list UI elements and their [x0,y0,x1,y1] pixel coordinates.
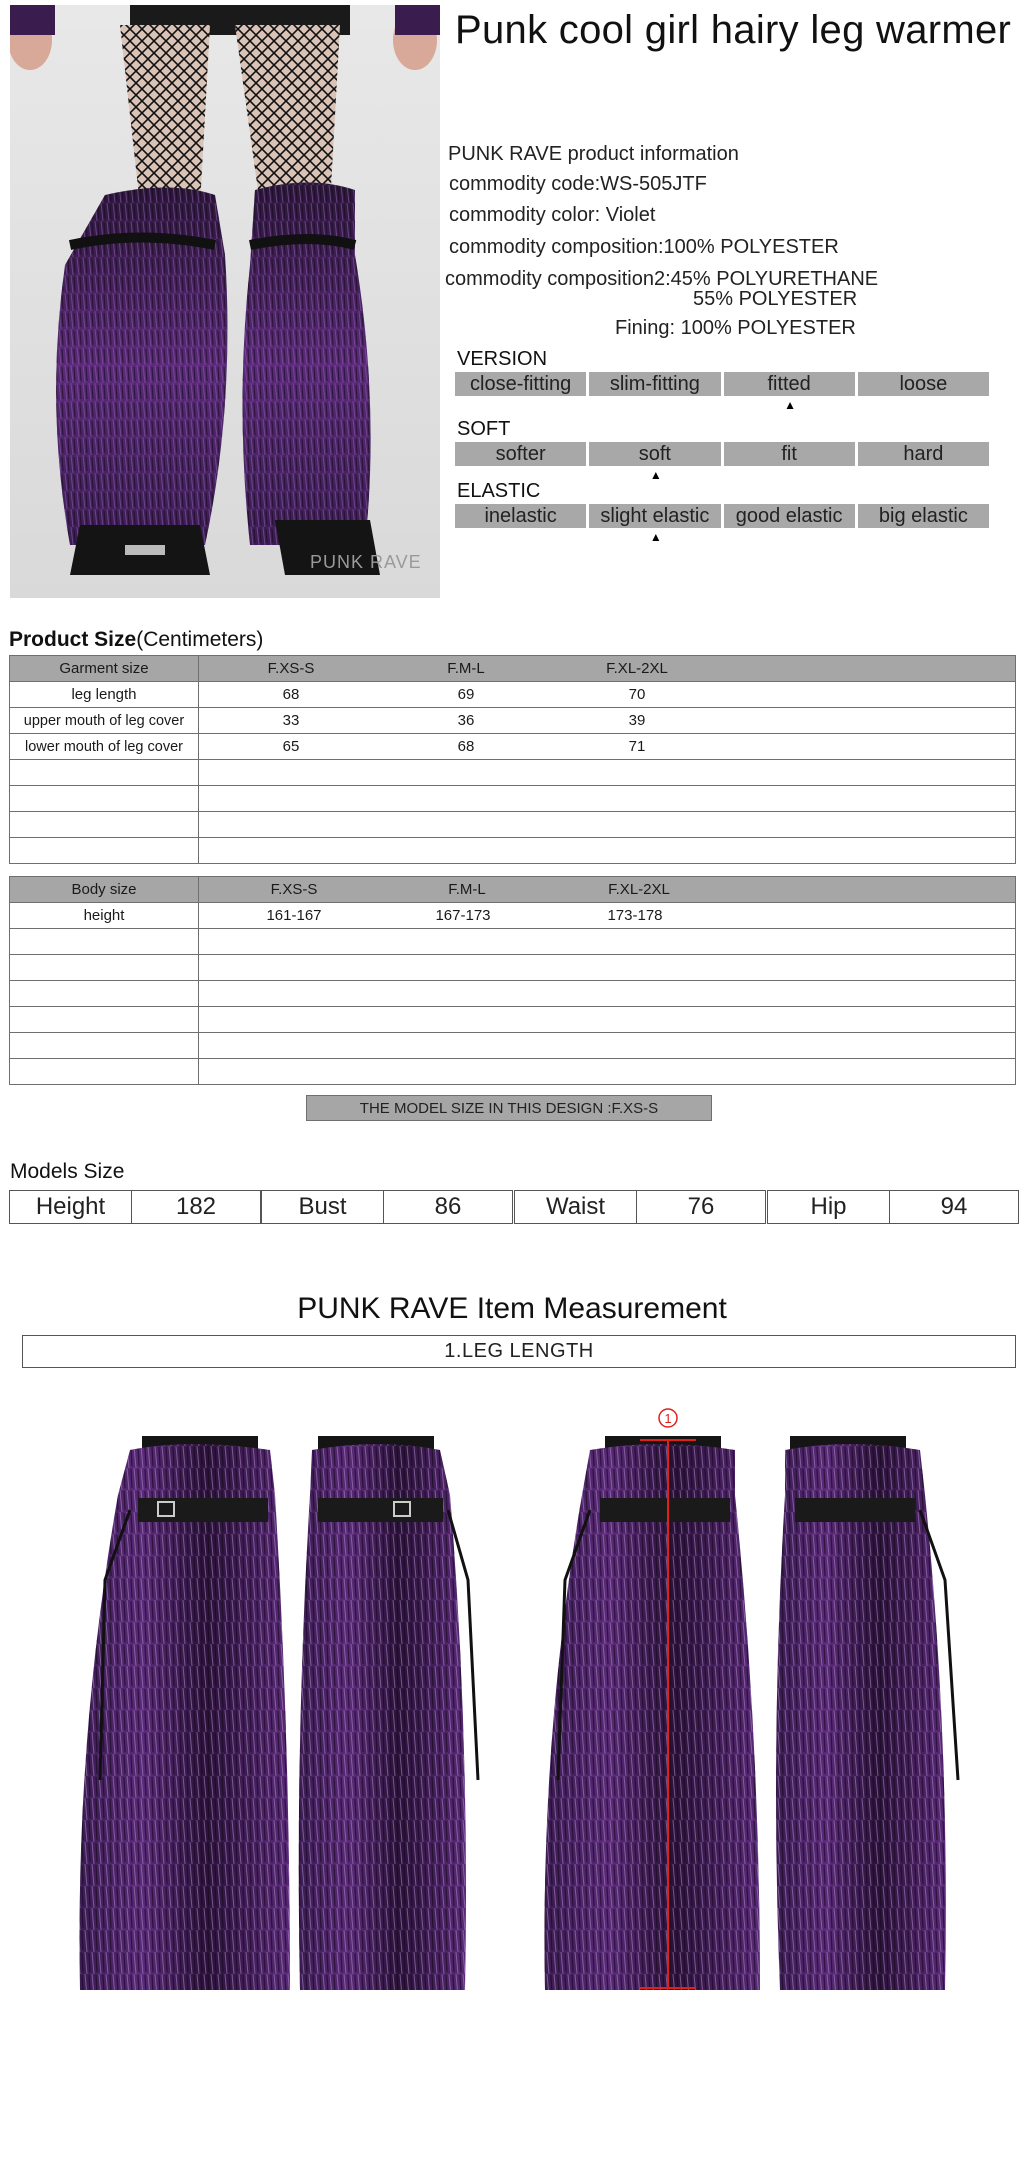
model-hip-value: 94 [940,1193,968,1220]
size-column-header: F.XS-S [270,881,318,898]
row-label: leg length [10,682,199,708]
garment-size-header: Garment size [10,656,199,682]
model-height-label: Height [10,1191,132,1223]
table-row [10,838,1016,864]
table-row [10,734,1016,760]
table-header-row [10,656,1016,682]
version-option: fitted [724,372,855,396]
product-title: Punk cool girl hairy leg warmer [455,8,1012,52]
table-row [10,760,1016,786]
elastic-label: ELASTIC [457,480,541,502]
model-hip-box [767,1190,1019,1224]
product-size-title [9,628,263,652]
table-row [10,1007,1016,1033]
info-fining-label: Fining: [615,317,676,339]
measurement-item: 1.LEG LENGTH [22,1335,1016,1368]
leg-warmer-back-left [544,1436,760,1990]
garment-size-table [9,655,1016,864]
info-fining-row [615,317,856,340]
model-height-box [9,1190,261,1224]
table-header-row [10,877,1016,903]
size-column-header: F.M-L [448,881,486,898]
size-column-header: F.XS-S [267,660,315,677]
version-label: VERSION [457,348,548,370]
version-scale [455,372,989,396]
table-row [10,1059,1016,1085]
photo-watermark: PUNK RAVE [310,552,422,572]
soft-scale [455,442,989,466]
elastic-selected-marker: ▲ [649,530,662,544]
table-row [10,786,1016,812]
cell-value: 71 [628,738,646,755]
row-label: height [10,903,199,929]
table-row [10,1033,1016,1059]
model-hip-label: Hip [768,1191,890,1223]
version-option: slim-fitting [589,372,720,396]
model-size-note: THE MODEL SIZE IN THIS DESIGN :F.XS-S [306,1095,712,1121]
body-size-header: Body size [10,877,199,903]
leg-warmer-front-right [299,1436,478,1990]
table-row [10,812,1016,838]
info-composition-row [449,236,839,259]
size-column-header: F.M-L [447,660,485,677]
table-row [10,929,1016,955]
cell-value: 65 [282,738,300,755]
cell-value: 39 [628,712,646,729]
model-height-value: 182 [175,1193,217,1220]
leg-warmer-front-left [79,1436,290,1990]
info-composition2-value-2: 55% POLYESTER [693,288,858,310]
row-label: upper mouth of leg cover [10,708,199,734]
models-size-title: Models Size [10,1160,125,1183]
soft-option: soft [589,442,720,466]
product-size-unit: (Centimeters) [136,628,264,651]
cell-value: 173-178 [607,907,663,924]
info-color-value: Violet [605,204,656,226]
model-bust-value: 86 [434,1193,462,1220]
soft-label: SOFT [457,418,511,440]
measurement-title: PUNK RAVE Item Measurement [297,1292,727,1325]
info-code-label: commodity code: [449,173,601,195]
measure-marker-label: 1 [664,1411,672,1426]
table-row [10,682,1016,708]
info-heading: PUNK RAVE product information [448,143,739,165]
model-bust-box [261,1190,513,1224]
model-waist-box [514,1190,766,1224]
soft-option: softer [455,442,586,466]
cell-value: 33 [282,712,300,729]
table-row [10,981,1016,1007]
info-composition2-label: commodity composition2: [445,268,671,290]
body-size-table [9,876,1016,1085]
measurement-illustration [0,1380,1024,2040]
elastic-option: slight elastic [589,504,720,528]
cell-value: 36 [457,712,475,729]
size-column-header: F.XL-2XL [606,660,668,677]
version-option: loose [858,372,989,396]
info-composition-label: commodity composition: [449,236,664,258]
leg-warmer-back-right [776,1436,958,1990]
cell-value: 68 [282,686,300,703]
elastic-option: inelastic [455,504,586,528]
cell-value: 161-167 [266,907,322,924]
elastic-option: good elastic [724,504,855,528]
table-row [10,955,1016,981]
model-waist-value: 76 [687,1193,715,1220]
info-code-value: WS-505JTF [600,173,707,195]
product-size-title-bold: Product Size [9,628,137,651]
info-code-row [449,173,707,196]
soft-option: hard [858,442,989,466]
cell-value: 167-173 [435,907,491,924]
soft-selected-marker: ▲ [649,468,662,482]
table-row [10,903,1016,929]
elastic-scale [455,504,989,528]
cell-value: 70 [628,686,646,703]
version-option: close-fitting [455,372,586,396]
soft-option: fit [724,442,855,466]
model-waist-label: Waist [515,1191,637,1223]
cell-value: 69 [457,686,475,703]
product-photo [10,5,440,598]
info-composition-value: 100% POLYESTER [663,236,839,258]
version-selected-marker: ▲ [784,398,797,412]
elastic-option: big elastic [858,504,989,528]
info-color-label: commodity color: [449,204,601,226]
info-fining-value: 100% POLYESTER [680,317,856,339]
size-column-header: F.XL-2XL [608,881,670,898]
cell-value: 68 [457,738,475,755]
info-composition2-value-1: 45% POLYURETHANE [670,268,879,290]
table-row [10,708,1016,734]
info-color-row [449,204,655,227]
leg-warmer-photo-illustration [10,5,440,598]
row-label: lower mouth of leg cover [10,734,199,760]
model-bust-label: Bust [262,1191,384,1223]
